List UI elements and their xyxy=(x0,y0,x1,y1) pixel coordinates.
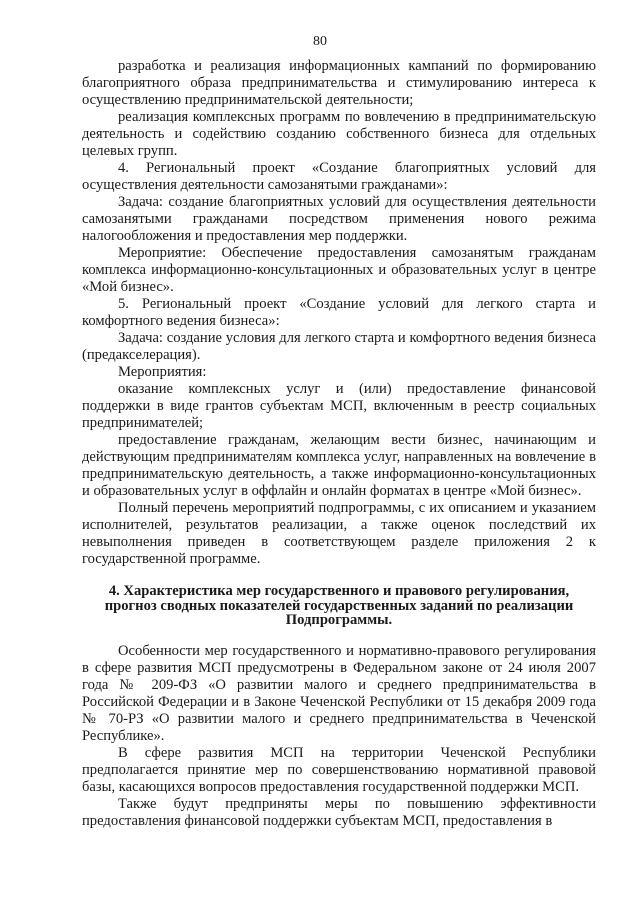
paragraph: Полный перечень мероприятий подпрограммы, с их описанием и указанием исполнителей, результатов реализации, а также оценок последствий их невыполнения приведен в соответствующем разделе приложения 2 к государственной программе. xyxy=(82,500,596,567)
paragraph: реализация комплексных программ по вовлечению в предпринимательскую деятельность и содействию созданию собственного бизнеса для отдельных целевых групп. xyxy=(82,109,596,159)
paragraph: предоставление гражданам, желающим вести бизнес, начинающим и действующим предпринимателям комплекса услуг, направленных на вовлечение в предпринимательскую деятельность, а также информационно-консультационных и образовательных услуг в оффлайн и онлайн форматах в центре «Мой бизнес». xyxy=(82,432,596,499)
paragraph: В сфере развития МСП на территории Чеченской Республики предполагается принятие мер по совершенствованию нормативной правовой базы, касающихся вопросов предоставления государственной поддержки МСП. xyxy=(82,744,596,795)
paragraph: Особенности мер государственного и нормативно-правового регулирования в сфере развития МСП предусмотрены в Федеральном законе от 24 июля 2007 года № 209-ФЗ «О развитии малого и среднего предпринимательства в Российской Федерации и в Законе Чеченской Республики от 15 декабря 2009 года № 70-РЗ «О развитии малого и среднего предпринимательства в Чеченской Республике». xyxy=(82,642,596,744)
paragraph: 4. Региональный проект «Создание благоприятных условий для осуществления деятельности самозанятыми гражданами»: xyxy=(82,160,596,193)
page-number: 80 xyxy=(313,34,327,49)
paragraph: Задача: создание условия для легкого старта и комфортного ведения бизнеса (предакселерация). xyxy=(82,330,596,363)
body-text xyxy=(82,58,596,830)
paragraph: Мероприятие: Обеспечение предоставления самозанятым гражданам комплекса информационно-консультационных и образовательных услуг в центре «Мой бизнес». xyxy=(82,245,596,295)
paragraph: Также будут предприняты меры по повышению эффективности предоставления финансовой поддержки субъектам МСП, предоставления в xyxy=(82,795,596,829)
section-heading: 4. Характеристика мер государственного и правового регулирования, прогноз сводных показателей государственных заданий по реализации Подпрограммы. xyxy=(104,583,574,628)
paragraph: Мероприятия: xyxy=(118,364,207,380)
paragraph: Задача: создание благоприятных условий для осуществления деятельности самозанятыми гражданами посредством применения нового режима налогообложения и предоставления мер поддержки. xyxy=(82,194,596,244)
paragraph: 5. Региональный проект «Создание условий для легкого старта и комфортного ведения бизнеса»: xyxy=(82,296,596,329)
paragraph: разработка и реализация информационных кампаний по формированию благоприятного образа предпринимательства и стимулированию интереса к осуществлению предпринимательской деятельности; xyxy=(82,58,596,108)
paragraph: оказание комплексных услуг и (или) предоставление финансовой поддержки в виде грантов субъектам МСП, включенным в реестр социальных предпринимателей; xyxy=(82,381,596,431)
